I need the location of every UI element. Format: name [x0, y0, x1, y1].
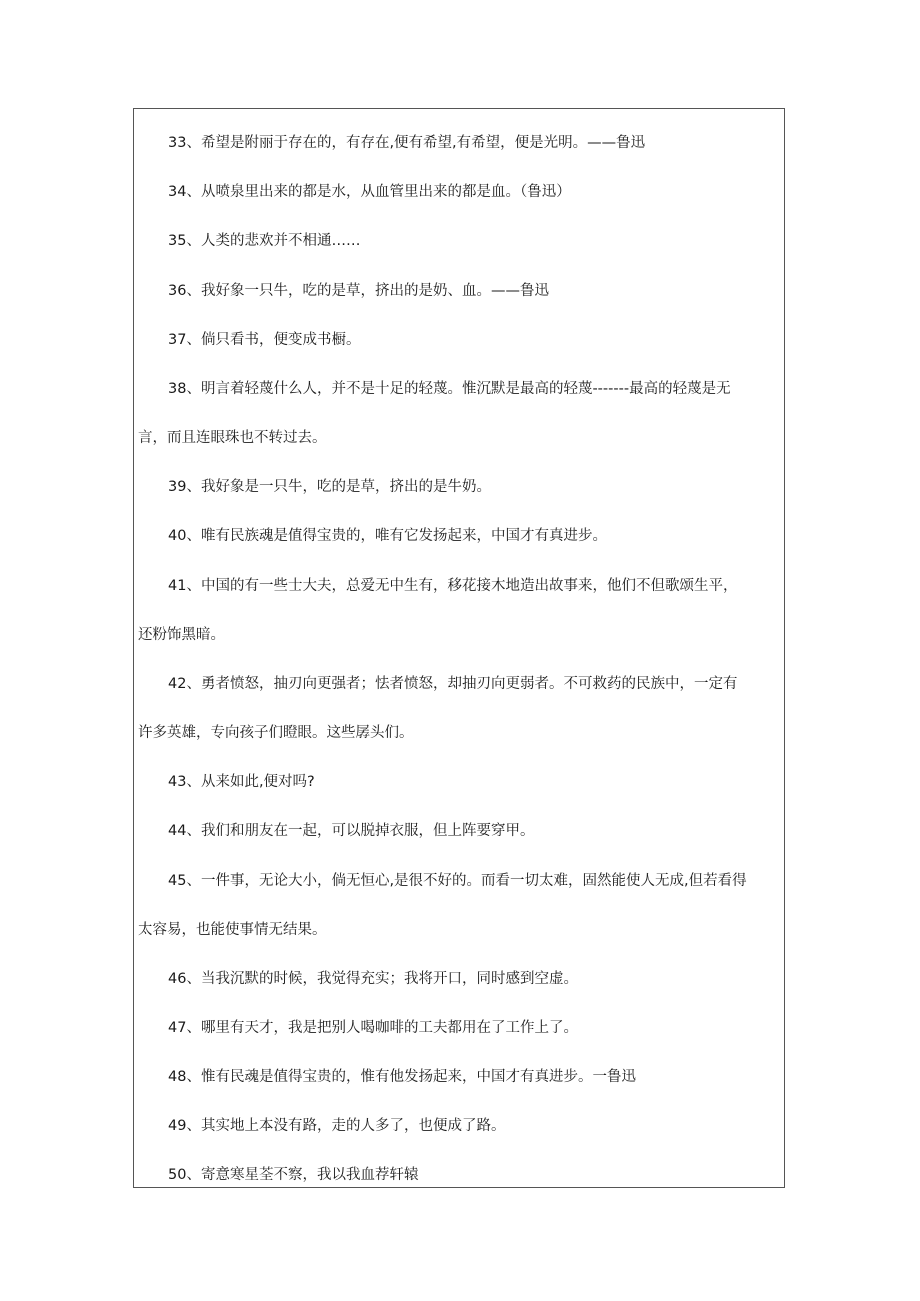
quote-41: 41、中国的有一些士大夫，总爱无中生有，移花接木地造出故事来，他们不但歌颂生平， [168, 578, 738, 594]
quote-36: 36、我好象一只牛，吃的是草，挤出的是奶、血。——鲁迅 [168, 283, 549, 299]
quote-49: 49、其实地上本没有路，走的人多了，也便成了路。 [168, 1118, 506, 1134]
quote-35: 35、人类的悲欢并不相通…… [168, 233, 361, 249]
quote-37: 37、倘只看书，便变成书橱。 [168, 332, 361, 348]
quote-47: 47、哪里有天才，我是把别人喝咖啡的工夫都用在了工作上了。 [168, 1020, 578, 1036]
quote-39: 39、我好象是一只牛，吃的是草，挤出的是牛奶。 [168, 479, 491, 495]
quote-44: 44、我们和朋友在一起，可以脱掉衣服，但上阵要穿甲。 [168, 823, 535, 839]
quote-42: 42、勇者愤怒，抽刃向更强者；怯者愤怒，却抽刃向更弱者。不可救药的民族中，一定有 [168, 676, 738, 692]
quote-33: 33、希望是附丽于存在的，有存在,便有希望,有希望，便是光明。——鲁迅 [168, 135, 646, 151]
quote-34: 34、从喷泉里出来的都是水，从血管里出来的都是血。（鲁迅） [168, 184, 571, 200]
quote-43: 43、从来如此,便对吗? [168, 774, 315, 790]
quote-42-continued: 许多英雄，专向孩子们瞪眼。这些孱头们。 [138, 725, 414, 741]
quote-50: 50、寄意寒星荃不察，我以我血荐轩辕 [168, 1167, 419, 1183]
quote-48: 48、惟有民魂是值得宝贵的，惟有他发扬起来，中国才有真进步。一鲁迅 [168, 1069, 636, 1085]
quote-38-continued: 言，而且连眼珠也不转过去。 [138, 430, 327, 446]
quote-38: 38、明言着轻蔑什么人，并不是十足的轻蔑。惟沉默是最高的轻蔑-------最高的轻蔑是无 [168, 381, 731, 397]
quote-41-continued: 还粉饰黑暗。 [138, 627, 225, 643]
quote-40: 40、唯有民族魂是值得宝贵的，唯有它发扬起来，中国才有真进步。 [168, 528, 607, 544]
quote-45-continued: 太容易，也能使事情无结果。 [138, 922, 327, 938]
quote-45: 45、一件事，无论大小，倘无恒心,是很不好的。而看一切太难，固然能使人无成,但若看得 [168, 873, 747, 889]
quote-46: 46、当我沉默的时候，我觉得充实；我将开口，同时感到空虚。 [168, 971, 578, 987]
page-frame [133, 108, 785, 1188]
